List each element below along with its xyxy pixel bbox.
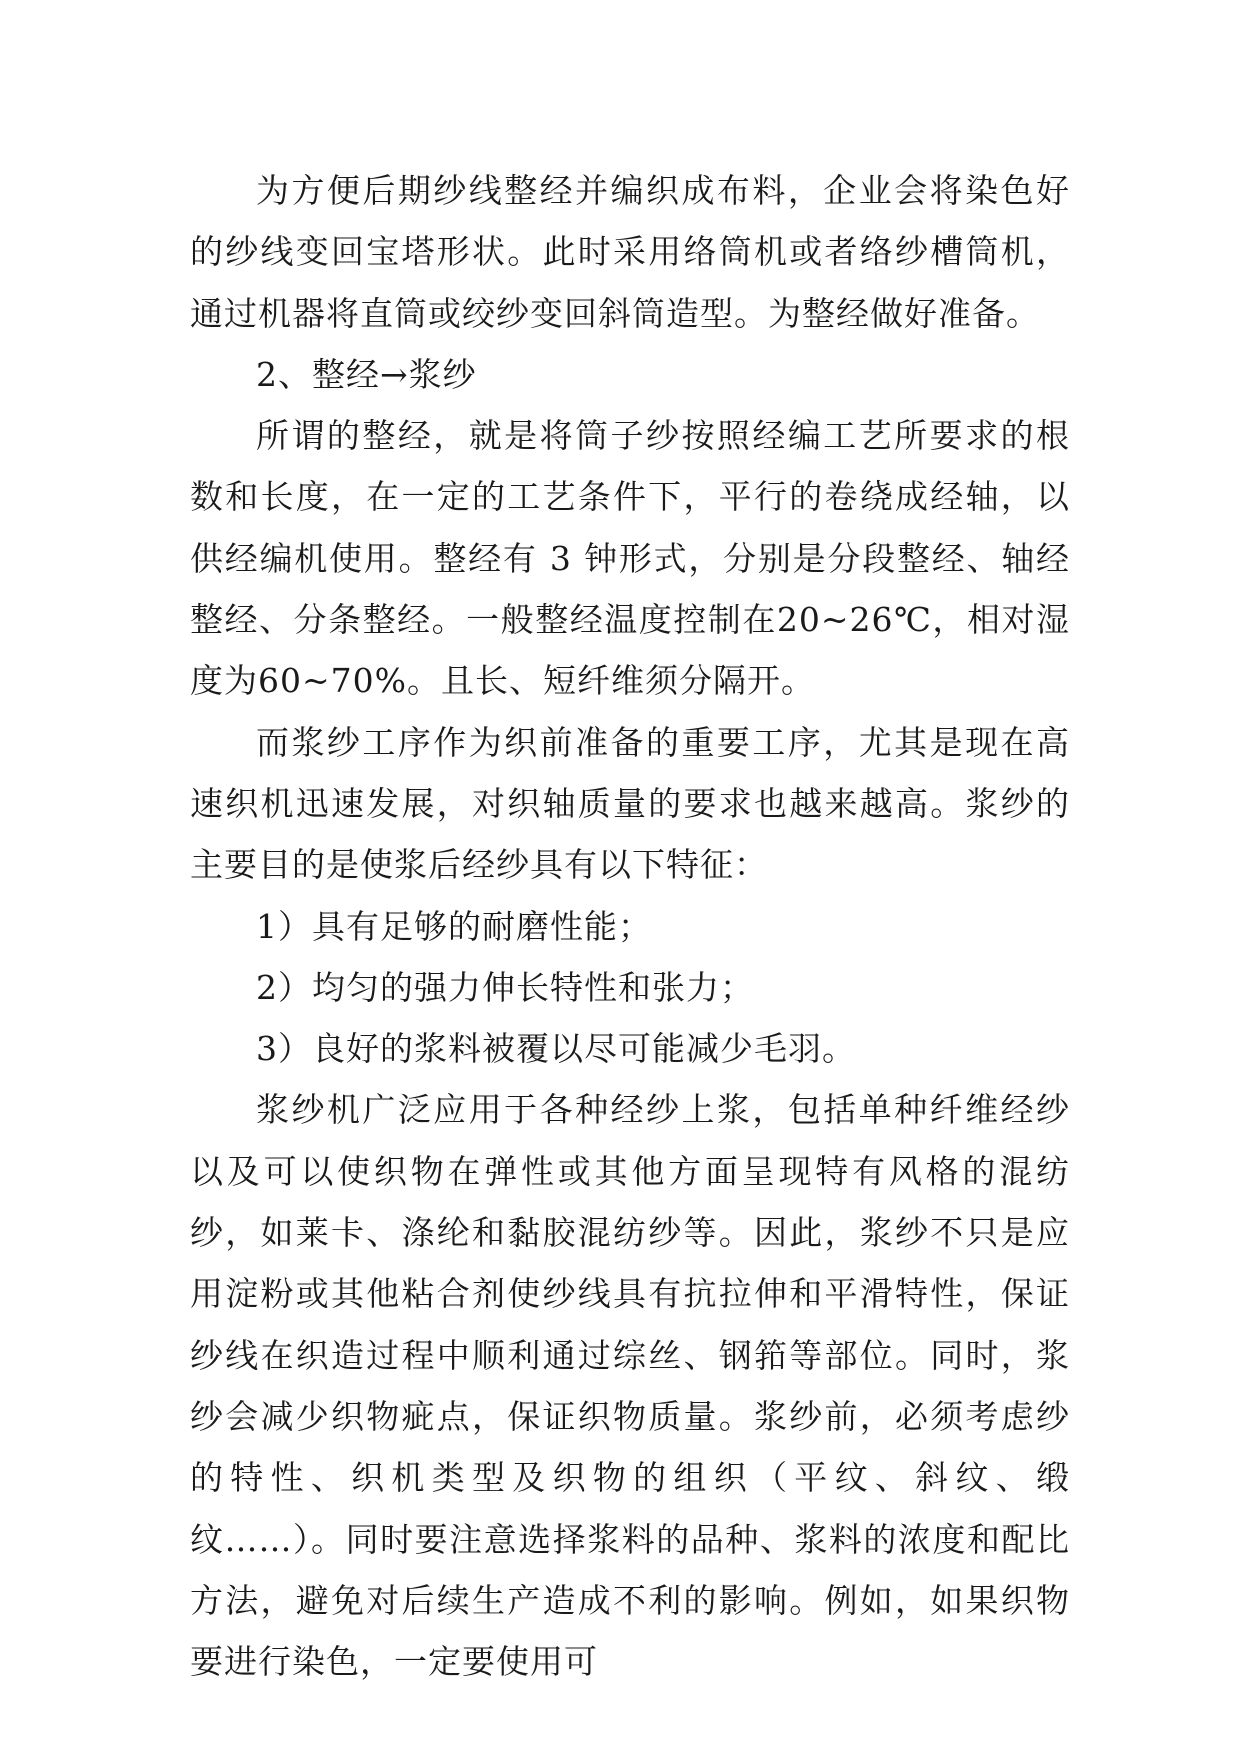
paragraph-sizing-machine: 浆纱机广泛应用于各种经纱上浆，包括单种纤维经纱以及可以使织物在弹性或其他方面呈现特有风格的混纺纱，如莱卡、涤纶和黏胶混纺纱等。因此，浆纱不只是应用淀粉或其他粘合剂使纱线具有抗拉伸和平滑特性，保证纱线在织造过程中顺利通过综丝、钢筘等部位。同时，浆纱会减少织物疵点，保证织物质量。浆纱前，必须考虑纱的特性、织机类型及织物的组织（平纹、斜纹、缎纹……）。同时要注意选择浆料的品种、浆料的浓度和配比方法，避免对后续生产造成不利的影响。例如，如果织物要进行染色，一定要使用可 [190,1090,1070,1682]
paragraph-sizing-purpose: 而浆纱工序作为织前准备的重要工序，尤其是现在高速织机迅速发展，对织轴质量的要求也越来越高。浆纱的主要目的是使浆后经纱具有以下特征： [190,722,1070,885]
list-item-hairiness: 3）良好的浆料被覆以尽可能减少毛羽。 [256,1029,856,1069]
paragraph-winding-intro: 为方便后期纱线整经并编织成布料，企业会将染色好的纱线变回宝塔形状。此时采用络筒机或者络纱槽筒机，通过机器将直筒或绞纱变回斜筒造型。为整经做好准备。 [190,171,1070,333]
section-heading-warping-sizing: 2、整经→浆纱 [256,354,477,394]
paragraph-warping-definition: 所谓的整经，就是将筒子纱按照经编工艺所要求的根数和长度，在一定的工艺条件下，平行的卷绕成经轴，以供经编机使用。整经有 3 钟形式，分别是分段整经、轴经整经、分条整经。一般整经温度控制在20~26℃，相对湿度为60~70%。且长、短纤维须分隔开。 [190,416,1070,701]
document-body [190,160,1070,1692]
list-item-abrasion: 1）具有足够的耐磨性能； [256,906,652,946]
list-item-strength: 2）均匀的强力伸长特性和张力； [256,967,754,1007]
